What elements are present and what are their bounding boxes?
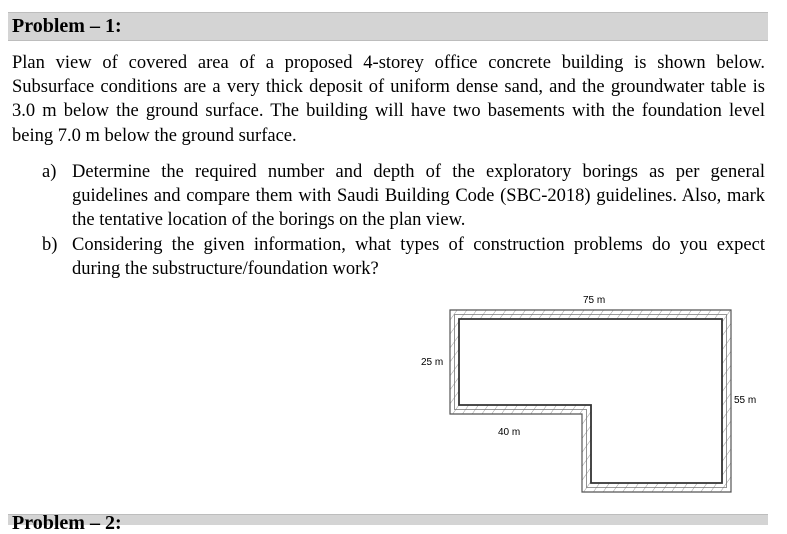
dimension-left: 25 m bbox=[421, 357, 444, 368]
question-b-letter: b) bbox=[42, 235, 58, 255]
dimension-right: 55 m bbox=[734, 395, 757, 406]
question-a-text: Determine the required number and depth of the exploratory borings as per general guidelines and compare them with Saudi Building Code (SBC-2018) guidelines. Also, mark the tentative location of the borings on the plan view. bbox=[72, 162, 765, 230]
problem-2-title: Problem – 2: bbox=[12, 512, 122, 534]
dimension-inner-bottom: 40 m bbox=[498, 427, 521, 438]
problem-1-title: Problem – 1: bbox=[12, 15, 122, 37]
plan-inner-area bbox=[459, 319, 722, 483]
problem-intro-paragraph: Plan view of covered area of a proposed 4-storey office concrete building is shown below. Subsurface conditions are a very thick deposit of uniform dense sand, and the groundwater table is 3.0 m below the ground surface. The building will have two basements with the foundation level being 7.0 m below the ground surface. bbox=[12, 53, 765, 146]
problem-2-heading-bar bbox=[8, 512, 768, 534]
question-a-letter: a) bbox=[42, 162, 57, 182]
dimension-top: 75 m bbox=[583, 295, 606, 306]
question-b-text: Considering the given information, what types of construction problems do you expect during the substructure/foundation work? bbox=[72, 235, 765, 279]
